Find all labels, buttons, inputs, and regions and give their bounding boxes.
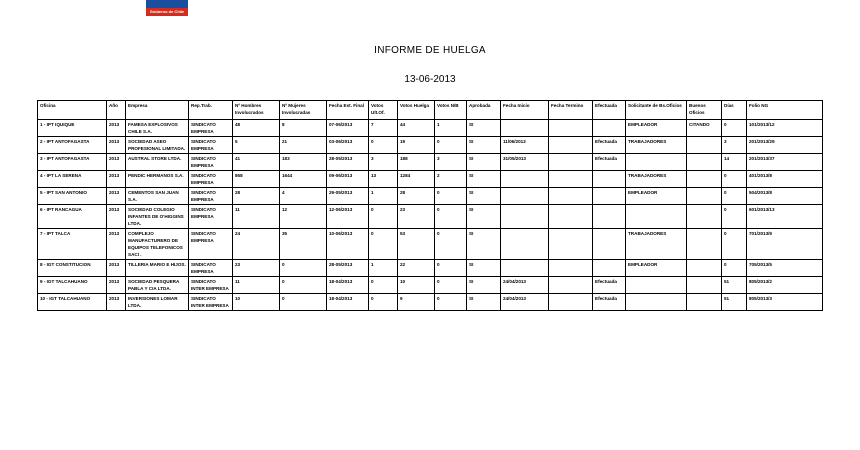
- table-cell: 2 - IPT ANTOFAGASTA: [38, 137, 107, 154]
- table-cell: [687, 188, 722, 205]
- table-cell: 101/2013/12: [747, 120, 823, 137]
- table-cell: [501, 188, 549, 205]
- table-cell: 0: [280, 260, 327, 277]
- table-cell: 0: [722, 260, 747, 277]
- table-cell: 23: [233, 260, 280, 277]
- table-cell: 4 - IPT LA SERENA: [38, 171, 107, 188]
- table-cell: 23: [398, 205, 435, 229]
- table-cell: SI: [467, 137, 501, 154]
- table-cell: SINDICATO EMPRESA: [189, 120, 233, 137]
- table-cell: 2013: [107, 120, 126, 137]
- table-cell: [549, 154, 593, 171]
- table-row: [38, 260, 823, 277]
- table-cell: [626, 205, 687, 229]
- table-cell: EMPLEADOR: [626, 188, 687, 205]
- table-cell: TILLERIA MARIO E HIJOS.: [126, 260, 189, 277]
- table-cell: 2013: [107, 294, 126, 311]
- table-cell: 5 - IPT SAN ANTONIO: [38, 188, 107, 205]
- logo-blue-band: [146, 0, 188, 8]
- column-header: Año: [107, 101, 126, 120]
- table-cell: SI: [467, 205, 501, 229]
- table-cell: 504/2013/8: [747, 188, 823, 205]
- table-cell: 6 - IPT RANCAGUA: [38, 205, 107, 229]
- table-cell: [687, 277, 722, 294]
- table-cell: 24/04/2013: [501, 277, 549, 294]
- table-cell: SINDICATO INTER EMPRESA: [189, 294, 233, 311]
- table-cell: 28: [233, 188, 280, 205]
- column-header: Folio NG: [747, 101, 823, 120]
- table-cell: [626, 277, 687, 294]
- table-row: [38, 120, 823, 137]
- table-cell: EMPLEADOR: [626, 120, 687, 137]
- table-cell: 805/2013/3: [747, 294, 823, 311]
- table-cell: 2013: [107, 205, 126, 229]
- table-cell: SINDICATO EMPRESA: [189, 137, 233, 154]
- table-cell: 13: [369, 171, 398, 188]
- table-cell: [626, 154, 687, 171]
- table-cell: [549, 294, 593, 311]
- table-cell: 10: [233, 294, 280, 311]
- table-row: [38, 205, 823, 229]
- table-cell: 03-06/2013: [327, 137, 369, 154]
- table-cell: SINDICATO INTER EMPRESA: [189, 277, 233, 294]
- table-cell: 0: [369, 229, 398, 260]
- strike-report-table: [37, 100, 823, 311]
- table-cell: 12: [280, 205, 327, 229]
- table-cell: 28-05/2013: [327, 260, 369, 277]
- table-cell: 9: [398, 294, 435, 311]
- table-cell: 1644: [280, 171, 327, 188]
- table-cell: 18-04/2013: [327, 277, 369, 294]
- table-cell: 201/2013/29: [747, 137, 823, 154]
- table-cell: COMPLEJO MANUFACTURERO DE EQUIPOS TELEFONICOS SACI .: [126, 229, 189, 260]
- column-header: Nº Mujeres Involucradas: [280, 101, 327, 120]
- table-cell: 0: [369, 137, 398, 154]
- table-cell: SI: [467, 277, 501, 294]
- table-cell: 2: [435, 171, 467, 188]
- table-cell: 53: [398, 229, 435, 260]
- table-cell: SI: [467, 188, 501, 205]
- table-cell: 2013: [107, 171, 126, 188]
- table-cell: 0: [280, 294, 327, 311]
- table-cell: 18-04/2013: [327, 294, 369, 311]
- table-cell: SINDICATO EMPRESA: [189, 188, 233, 205]
- table-cell: SOCIEDAD COLEGIO INFANTES DE O'HIGGINS LTDA.: [126, 205, 189, 229]
- table-cell: SINDICATO EMPRESA: [189, 205, 233, 229]
- table-cell: 44: [398, 120, 435, 137]
- table-cell: 28-05/2013: [327, 154, 369, 171]
- table-cell: 09-06/2013: [327, 171, 369, 188]
- table-row: [38, 229, 823, 260]
- table-cell: TRABAJADORES: [626, 137, 687, 154]
- table-cell: SOCIEDAD PESQUERA PABLA Y CIA LTDA.: [126, 277, 189, 294]
- table-cell: 0: [435, 294, 467, 311]
- table-cell: CITANDO: [687, 120, 722, 137]
- table-cell: 183: [280, 154, 327, 171]
- table-cell: [687, 205, 722, 229]
- column-header: Buenos Oficios: [687, 101, 722, 120]
- table-cell: 7 - IPT TALCA: [38, 229, 107, 260]
- table-cell: 1 - IPT IQUIQUE: [38, 120, 107, 137]
- table-cell: 0: [435, 229, 467, 260]
- table-cell: 10-06/2013: [327, 229, 369, 260]
- table-cell: [549, 277, 593, 294]
- table-cell: 19: [398, 137, 435, 154]
- table-cell: 29-05/2013: [327, 188, 369, 205]
- table-cell: 805/2013/2: [747, 277, 823, 294]
- table-cell: 1: [435, 120, 467, 137]
- table-cell: 41: [233, 154, 280, 171]
- table-cell: 2013: [107, 154, 126, 171]
- table-cell: AUSTRAL STORE LTDA.: [126, 154, 189, 171]
- table-cell: 14: [722, 154, 747, 171]
- table-cell: [687, 294, 722, 311]
- table-cell: 7: [369, 120, 398, 137]
- table-cell: CEMENTOS SAN JUAN S.A.: [126, 188, 189, 205]
- logo-text: Gobierno de Chile: [146, 8, 188, 16]
- table-cell: 4: [280, 188, 327, 205]
- table-cell: 07-06/2013: [327, 120, 369, 137]
- column-header: Votos Ult.Of.: [369, 101, 398, 120]
- table-cell: EMPLEADOR: [626, 260, 687, 277]
- table-cell: [687, 137, 722, 154]
- table-cell: [593, 260, 626, 277]
- table-cell: 51: [722, 277, 747, 294]
- table-cell: Efectuada: [593, 277, 626, 294]
- table-cell: [549, 260, 593, 277]
- table-cell: 11/06/2013: [501, 137, 549, 154]
- table-cell: SINDICATO EMPRESA: [189, 171, 233, 188]
- table-cell: 601/2013/13: [747, 205, 823, 229]
- table-cell: SI: [467, 171, 501, 188]
- column-header: Oficina: [38, 101, 107, 120]
- table-cell: [501, 171, 549, 188]
- table-cell: 0: [369, 277, 398, 294]
- table-cell: 28: [398, 188, 435, 205]
- column-header: Fecha Inicio: [501, 101, 549, 120]
- table-cell: SINDICATO EMPRESA: [189, 229, 233, 260]
- table-cell: [687, 260, 722, 277]
- table-cell: [687, 154, 722, 171]
- table-cell: 3: [435, 154, 467, 171]
- table-cell: [549, 171, 593, 188]
- report-title: INFORME DE HUELGA: [374, 45, 486, 56]
- table-cell: [501, 205, 549, 229]
- table-cell: 21: [280, 137, 327, 154]
- table-cell: 0: [722, 205, 747, 229]
- table-cell: SI: [467, 229, 501, 260]
- table-cell: 9 - IGT TALCAHUANO: [38, 277, 107, 294]
- table-cell: [501, 260, 549, 277]
- gobierno-logo: [146, 0, 188, 16]
- table-cell: 2013: [107, 277, 126, 294]
- column-header: Empresa: [126, 101, 189, 120]
- table-cell: SINDICATO EMPRESA: [189, 154, 233, 171]
- table-row: [38, 294, 823, 311]
- table-cell: INVERSIONES LOMAR LTDA.: [126, 294, 189, 311]
- table-cell: 1284: [398, 171, 435, 188]
- table-cell: SOCIEDAD ASEO PROFESIONAL LIMITADA.: [126, 137, 189, 154]
- table-cell: 0: [280, 277, 327, 294]
- table-cell: 0: [722, 188, 747, 205]
- table-cell: [593, 205, 626, 229]
- table-cell: Efectuada: [593, 137, 626, 154]
- table-cell: 24: [233, 229, 280, 260]
- column-header: Fecha Est. Final: [327, 101, 369, 120]
- table-cell: [687, 171, 722, 188]
- table-cell: 0: [435, 260, 467, 277]
- table-cell: 1: [369, 188, 398, 205]
- table-cell: 0: [369, 205, 398, 229]
- table-cell: 11: [233, 277, 280, 294]
- table-cell: 2013: [107, 229, 126, 260]
- table-row: [38, 188, 823, 205]
- table-cell: 10 - IGT TALCAHUANO: [38, 294, 107, 311]
- table-cell: 51: [722, 294, 747, 311]
- table-cell: 22: [398, 260, 435, 277]
- column-header: Aprobada: [467, 101, 501, 120]
- table-cell: [687, 229, 722, 260]
- table-cell: 868: [233, 171, 280, 188]
- table-cell: [593, 120, 626, 137]
- table-cell: [549, 205, 593, 229]
- table-body: [38, 120, 823, 311]
- table-cell: 8: [280, 120, 327, 137]
- table-row: [38, 277, 823, 294]
- table-cell: 0: [722, 229, 747, 260]
- table-cell: 0: [722, 171, 747, 188]
- table-cell: 401/2013/8: [747, 171, 823, 188]
- table-cell: 0: [435, 205, 467, 229]
- table-cell: 11: [233, 205, 280, 229]
- table-cell: Efectuada: [593, 154, 626, 171]
- table-cell: 188: [398, 154, 435, 171]
- table-cell: Efectuada: [593, 294, 626, 311]
- table-cell: 3: [369, 154, 398, 171]
- table-cell: 201/2013/37: [747, 154, 823, 171]
- table-cell: 3 - IPT ANTOFAGASTA: [38, 154, 107, 171]
- table-cell: SI: [467, 120, 501, 137]
- column-header: Días: [722, 101, 747, 120]
- table-cell: [593, 229, 626, 260]
- column-header: Votos N/B: [435, 101, 467, 120]
- table-cell: 0: [435, 277, 467, 294]
- table-cell: 8 - IGT CONSTITUCION: [38, 260, 107, 277]
- column-header: Nº Hombres Involucrados: [233, 101, 280, 120]
- table-cell: 0: [369, 294, 398, 311]
- column-header: Efectuada: [593, 101, 626, 120]
- table-cell: 12-06/2013: [327, 205, 369, 229]
- table-header-row: [38, 101, 823, 120]
- table-cell: 10: [398, 277, 435, 294]
- table-cell: 31/05/2013: [501, 154, 549, 171]
- table-cell: 3: [722, 137, 747, 154]
- table-cell: [501, 120, 549, 137]
- table-cell: TRABAJADORES: [626, 229, 687, 260]
- table-cell: FAMESA EXPLOSIVOS CHILE S.A.: [126, 120, 189, 137]
- table-cell: 1: [369, 260, 398, 277]
- table-cell: SI: [467, 154, 501, 171]
- table-cell: [593, 171, 626, 188]
- column-header: Fecha Termino: [549, 101, 593, 120]
- table-cell: TRABAJADORES: [626, 171, 687, 188]
- table-cell: 2013: [107, 188, 126, 205]
- table-row: [38, 154, 823, 171]
- table-cell: 48: [233, 120, 280, 137]
- table-cell: 24/04/2013: [501, 294, 549, 311]
- report-date: 13-06-2013: [404, 74, 456, 85]
- table-cell: 705/2013/5: [747, 260, 823, 277]
- table-cell: [549, 229, 593, 260]
- table-row: [38, 171, 823, 188]
- table-cell: [501, 229, 549, 260]
- table-cell: 2013: [107, 137, 126, 154]
- table-cell: PENDIC HERMANOS S.A.: [126, 171, 189, 188]
- table-cell: [593, 188, 626, 205]
- table-cell: SI: [467, 260, 501, 277]
- table-cell: 0: [435, 188, 467, 205]
- table-cell: 5: [233, 137, 280, 154]
- table-cell: [626, 294, 687, 311]
- table-cell: 0: [722, 120, 747, 137]
- table-cell: SI: [467, 294, 501, 311]
- table-cell: SINDICATO EMPRESA: [189, 260, 233, 277]
- table-cell: [549, 137, 593, 154]
- table-cell: 2013: [107, 260, 126, 277]
- table-cell: [549, 188, 593, 205]
- column-header: Votos Huelga: [398, 101, 435, 120]
- table-cell: 35: [280, 229, 327, 260]
- table-cell: 701/2013/9: [747, 229, 823, 260]
- table-cell: 0: [435, 137, 467, 154]
- table-row: [38, 137, 823, 154]
- table-cell: [549, 120, 593, 137]
- column-header: Solicitante de Bs.Oficios: [626, 101, 687, 120]
- column-header: Rep.Trab.: [189, 101, 233, 120]
